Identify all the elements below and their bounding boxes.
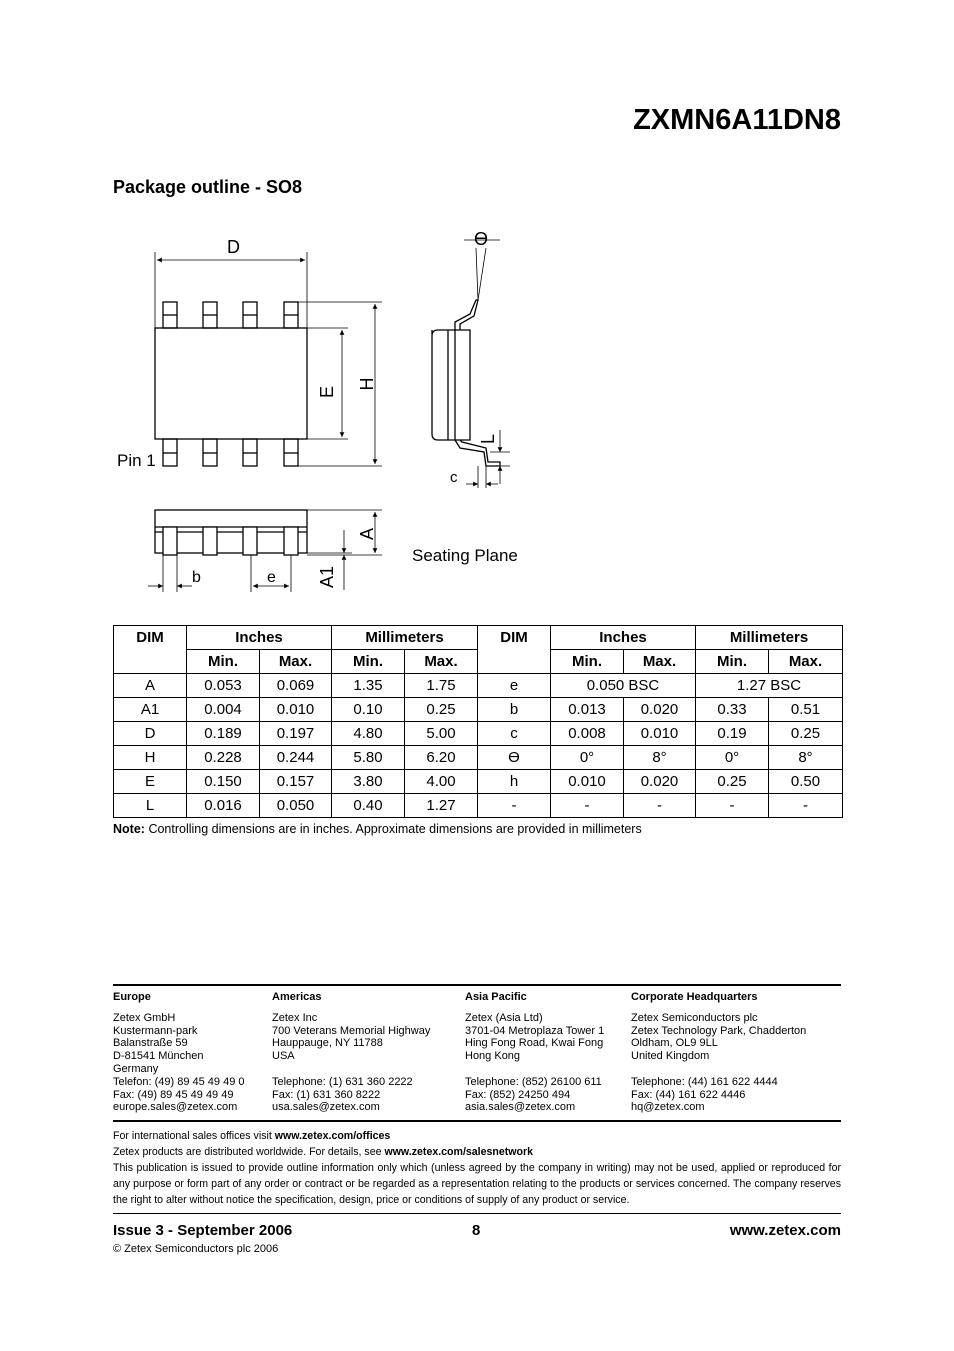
intl-offices-link[interactable]: www.zetex.com/offices (274, 1130, 391, 1142)
address-line: 3701-04 Metroplaza Tower 1 (465, 1024, 605, 1037)
table-cell: 0° (551, 746, 624, 770)
table-cell: e (478, 674, 551, 698)
office-corporate-hq (631, 991, 806, 1114)
inches-header: Inches (187, 626, 332, 650)
table-header-row (114, 626, 843, 650)
table-cell: 0.010 (624, 722, 696, 746)
min-header: Min. (187, 650, 260, 674)
table-cell: 0.069 (260, 674, 332, 698)
table-row (114, 674, 843, 698)
intl-prefix: For international sales offices visit (113, 1130, 275, 1142)
office-region: Corporate Headquarters (631, 991, 758, 1003)
contact-line: Telephone: (1) 631 360 2222 (272, 1075, 413, 1088)
table-cell: 1.27 BSC (696, 674, 843, 698)
table-row (114, 770, 843, 794)
table-cell: - (478, 794, 551, 818)
dist-prefix: Zetex products are distributed worldwide. For details, see (113, 1146, 385, 1158)
copyright: © Zetex Semiconductors plc 2006 (113, 1243, 279, 1255)
table-cell: 0.25 (405, 698, 478, 722)
contact-line: europe.sales@zetex.com (113, 1101, 238, 1114)
address-line: Zetex Technology Park, Chadderton (631, 1024, 807, 1037)
table-cell: 0.228 (187, 746, 260, 770)
table-row (114, 746, 843, 770)
table-cell: 1.75 (405, 674, 478, 698)
dim-label-a: A (357, 527, 377, 541)
office-region: Europe (113, 991, 151, 1003)
min-header: Min. (696, 650, 769, 674)
inches-header: Inches (551, 626, 696, 650)
table-cell: 0.51 (769, 698, 843, 722)
address-line: Hing Fong Road, Kwai Fong (465, 1037, 604, 1050)
table-row (114, 722, 843, 746)
address-line: Hong Kong (465, 1050, 521, 1063)
table-cell: 4.00 (405, 770, 478, 794)
address-line: 700 Veterans Memorial Highway (272, 1024, 431, 1037)
table-cell: A (114, 674, 187, 698)
table-cell: - (696, 794, 769, 818)
table-cell: c (478, 722, 551, 746)
table-cell: b (478, 698, 551, 722)
max-header: Max. (260, 650, 332, 674)
package-outline-drawing (100, 222, 560, 602)
dim-label-theta: ϴ (474, 229, 489, 249)
table-cell: 1.35 (332, 674, 405, 698)
millimeters-header: Millimeters (696, 626, 843, 650)
table-cell: 1.27 (405, 794, 478, 818)
table-cell: 0.25 (696, 770, 769, 794)
table-cell: 0.004 (187, 698, 260, 722)
address-line: Zetex GmbH (113, 1011, 176, 1024)
contact-line: usa.sales@zetex.com (272, 1101, 380, 1114)
dim-label-d: D (227, 237, 240, 257)
min-header: Min. (551, 650, 624, 674)
max-header: Max. (405, 650, 478, 674)
side-view-body (432, 330, 470, 440)
address-line: Zetex Semiconductors plc (631, 1011, 758, 1024)
contact-line: Telefon: (49) 89 45 49 49 0 (113, 1075, 245, 1088)
footer-top-rule (113, 984, 841, 986)
table-cell: 4.80 (332, 722, 405, 746)
footer-mid-rule (113, 1120, 841, 1122)
address-line: Zetex Inc (272, 1011, 318, 1024)
table-cell: H (114, 746, 187, 770)
sales-network-link[interactable]: www.zetex.com/salesnetwork (384, 1146, 534, 1158)
table-cell: ϴ (478, 746, 551, 770)
address-line: Germany (113, 1062, 159, 1075)
table-cell: 5.00 (405, 722, 478, 746)
page-number: 8 (472, 1222, 481, 1239)
address-line: Kustermann-park (113, 1024, 198, 1037)
contact-line: Fax: (1) 631 360 8222 (272, 1088, 381, 1101)
table-cell: 0.020 (624, 698, 696, 722)
pin1-label: Pin 1 (117, 451, 156, 470)
contact-line: Telephone: (852) 26100 611 (465, 1075, 602, 1088)
table-cell: 5.80 (332, 746, 405, 770)
table-cell: D (114, 722, 187, 746)
contact-line: Telephone: (44) 161 622 4444 (631, 1075, 778, 1088)
table-cell: 0.50 (769, 770, 843, 794)
office-region: Americas (272, 991, 322, 1003)
dim-label-h: H (357, 377, 377, 391)
address-line: Balanstraße 59 (113, 1037, 188, 1050)
address-line: Oldham, OL9 9LL (631, 1037, 718, 1050)
table-cell: 0.050 BSC (551, 674, 696, 698)
table-cell: h (478, 770, 551, 794)
dim-label-b: b (192, 569, 201, 586)
table-cell: 0.10 (332, 698, 405, 722)
contact-line: hq@zetex.com (631, 1101, 705, 1114)
address-line: USA (272, 1050, 295, 1063)
legal-notice (113, 1128, 841, 1208)
max-header: Max. (769, 650, 843, 674)
office-region: Asia Pacific (465, 991, 527, 1003)
part-number: ZXMN6A11DN8 (633, 104, 841, 136)
seating-plane-label: Seating Plane (412, 546, 518, 565)
table-cell: 0.157 (260, 770, 332, 794)
table-cell: - (769, 794, 843, 818)
table-cell: 0.010 (551, 770, 624, 794)
table-row (114, 794, 843, 818)
table-cell: 0.016 (187, 794, 260, 818)
table-cell: 0.020 (624, 770, 696, 794)
table-cell: 0.33 (696, 698, 769, 722)
dim-label-l: L (478, 433, 498, 445)
table-cell: 8° (624, 746, 696, 770)
table-cell: 0.19 (696, 722, 769, 746)
table-cell: - (624, 794, 696, 818)
section-title: Package outline - SO8 (113, 177, 303, 197)
table-cell: 0.053 (187, 674, 260, 698)
office-europe (113, 991, 244, 1114)
footer-bottom-rule (113, 1213, 841, 1214)
table-cell: 0.244 (260, 746, 332, 770)
table-cell: 0.013 (551, 698, 624, 722)
table-cell: 0.40 (332, 794, 405, 818)
dim-label-a1: A1 (317, 565, 337, 589)
contact-line: Fax: (49) 89 45 49 49 49 (113, 1088, 234, 1101)
address-line: Hauppauge, NY 11788 (272, 1037, 383, 1050)
table-cell: - (551, 794, 624, 818)
note-label: Note: (113, 822, 145, 836)
table-cell: 0.197 (260, 722, 332, 746)
website-link[interactable]: www.zetex.com (729, 1222, 841, 1239)
note-text: Controlling dimensions are in inches. Approximate dimensions are provided in millimeters (148, 822, 642, 836)
contact-line: asia.sales@zetex.com (465, 1101, 576, 1114)
address-line: United Kingdom (631, 1050, 710, 1063)
top-view-body (155, 328, 307, 439)
table-note (113, 822, 642, 836)
table-cell: 0.150 (187, 770, 260, 794)
table-cell: 0° (696, 746, 769, 770)
table-cell: 0.050 (260, 794, 332, 818)
dim-label-c: c (450, 469, 458, 486)
address-line: D-81541 München (113, 1050, 204, 1063)
table-cell: 0.010 (260, 698, 332, 722)
table-cell: 6.20 (405, 746, 478, 770)
table-cell: E (114, 770, 187, 794)
bottom-leads (163, 439, 298, 466)
dim-header: DIM (114, 626, 187, 674)
table-cell: 3.80 (332, 770, 405, 794)
min-header: Min. (332, 650, 405, 674)
top-leads (163, 302, 298, 328)
disclaimer-text: This publication is issued to provide outline information only which (unless agreed by the company in writing) may not be used, applied or reproduced for any purpose or form part of any order or contract or be regarded as a representation relating to the products or services concerned. The company reserves the right to alter without notice the specification, design, price or conditions of supply of any product or service. (113, 1162, 841, 1206)
dim-label-e-pitch: e (267, 569, 276, 586)
table-row (114, 698, 843, 722)
contact-line: Fax: (852) 24250 494 (465, 1088, 571, 1101)
table-cell: 0.008 (551, 722, 624, 746)
contact-line: Fax: (44) 161 622 4446 (631, 1088, 746, 1101)
table-cell: A1 (114, 698, 187, 722)
table-cell: 0.189 (187, 722, 260, 746)
table-cell: 8° (769, 746, 843, 770)
office-asia-pacific (465, 991, 604, 1114)
millimeters-header: Millimeters (332, 626, 478, 650)
dim-label-e: E (317, 385, 337, 399)
issue-date: Issue 3 - September 2006 (113, 1222, 293, 1239)
table-cell: L (114, 794, 187, 818)
table-cell: 0.25 (769, 722, 843, 746)
dimension-table (113, 625, 843, 818)
address-line: Zetex (Asia Ltd) (465, 1011, 543, 1024)
office-americas (272, 991, 430, 1114)
dim-header: DIM (478, 626, 551, 674)
max-header: Max. (624, 650, 696, 674)
